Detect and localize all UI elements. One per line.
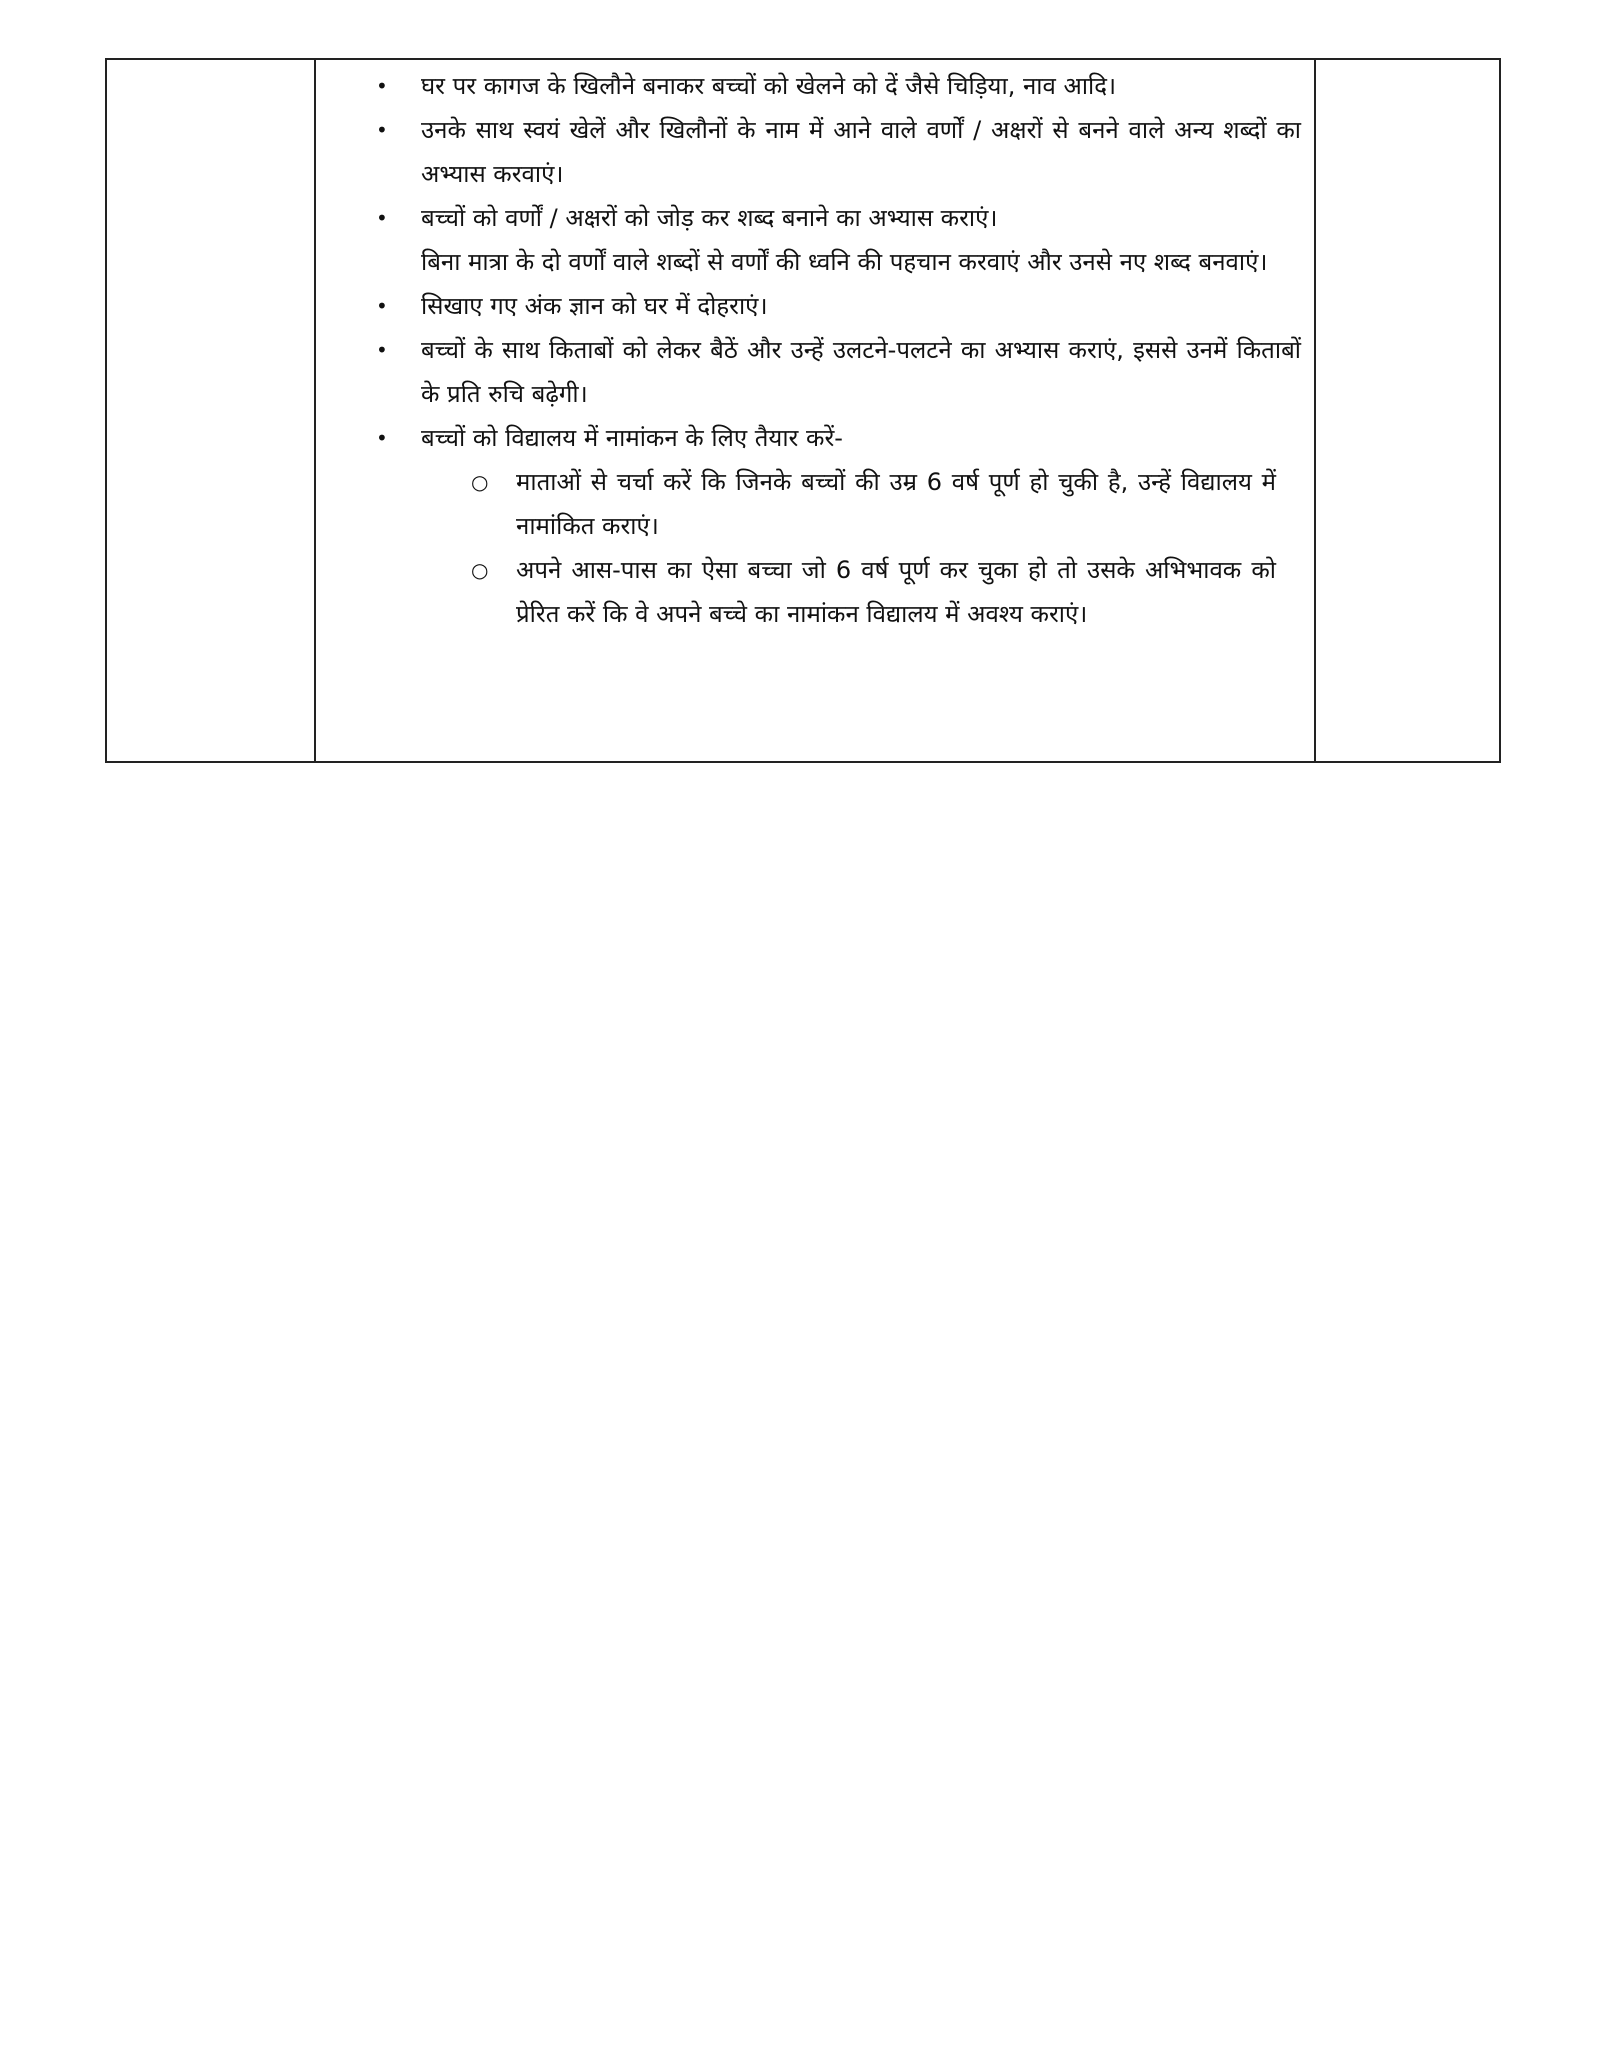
bullet-icon: • [376,74,388,98]
bullet-icon: • [376,206,388,230]
table-cell-right [1316,60,1499,761]
list-item-text: उनके साथ स्वयं खेलें और खिलौनों के नाम में आने वाले वर्णों / अक्षरों से बनने वाले अन्य शब्दों का अभ्यास करवाएं। [421,116,1301,188]
list-item-text: बच्चों के साथ किताबों को लेकर बैठें और उन्हें उलटने-पलटने का अभ्यास कराएं, इससे उनमें किताबों के प्रति रुचि बढ़ेगी। [421,336,1301,408]
sub-list-item-text: अपने आस-पास का ऐसा बच्चा जो 6 वर्ष पूर्ण कर चुका हो तो उसके अभिभावक को प्रेरित करें कि वे अपने बच्चे का नामांकन विद्यालय में अवश्य कराएं। [516,556,1276,628]
bullet-icon: • [376,426,388,450]
list-item-continuation: बिना मात्रा के दो वर्णों वाले शब्दों से वर्णों की ध्वनि की पहचान करवाएं और उनसे नए शब्द बनवाएं। [421,248,1268,276]
list-item-text: बच्चों को विद्यालय में नामांकन के लिए तैयार करें- [421,424,843,452]
list-item-text: घर पर कागज के खिलौने बनाकर बच्चों को खेलने को दें जैसे चिड़िया, नाव आदि। [421,72,1117,100]
list-item [376,284,1301,328]
sub-list-item-text: माताओं से चर्चा करें कि जिनके बच्चों की उम्र 6 वर्ष पूर्ण हो चुकी है, उन्हें विद्यालय में नामांकित कराएं। [516,468,1276,540]
list-item [376,416,1301,636]
sub-list-item [471,548,1301,636]
circle-bullet-icon: ○ [471,558,489,582]
sub-list-item [471,460,1301,548]
list-item [376,196,1301,284]
sub-bullet-list [471,460,1301,636]
table-cell-content [316,60,1316,761]
table-cell-left [107,60,316,761]
bullet-list [376,64,1301,636]
bullet-icon: • [376,338,388,362]
bullet-icon: • [376,294,388,318]
list-item [376,108,1301,196]
content-table [105,58,1501,763]
circle-bullet-icon: ○ [471,470,489,494]
list-item-text: बच्चों को वर्णों / अक्षरों को जोड़ कर शब्द बनाने का अभ्यास कराएं। [421,204,998,232]
list-item [376,64,1301,108]
list-item [376,328,1301,416]
list-item-text: सिखाए गए अंक ज्ञान को घर में दोहराएं। [421,292,768,320]
bullet-icon: • [376,118,388,142]
